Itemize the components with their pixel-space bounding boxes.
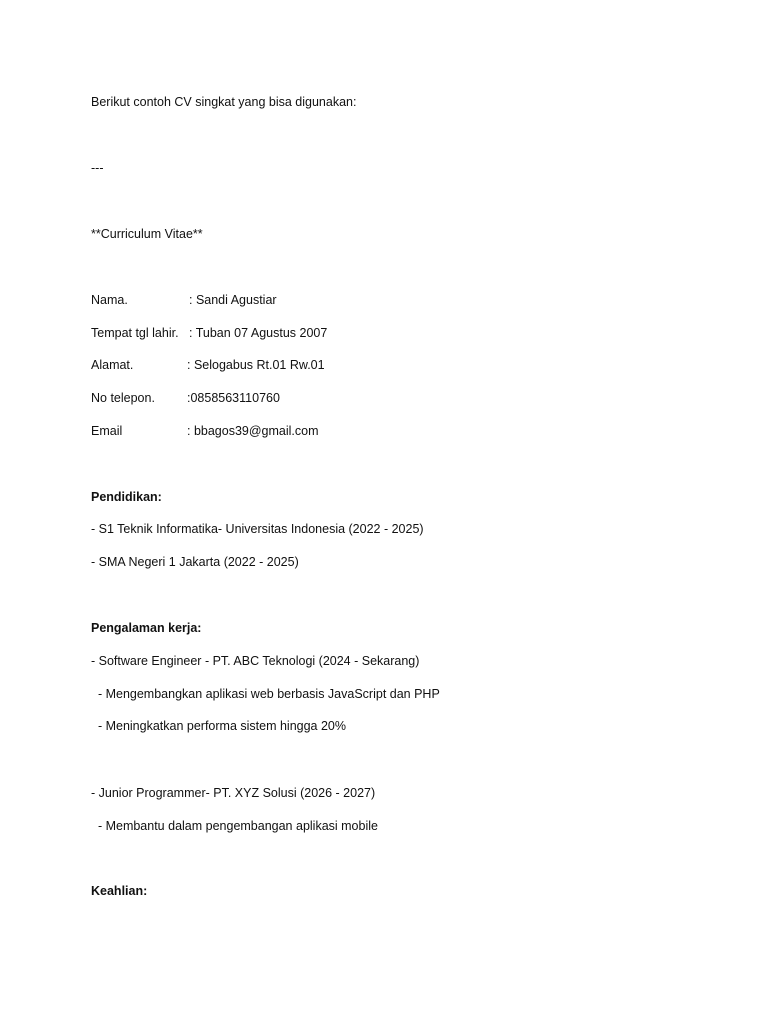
job-title: - Junior Programmer- PT. XYZ Solusi (2026 - 2027) bbox=[91, 786, 376, 800]
job-title: - Software Engineer - PT. ABC Teknologi (2024 - Sekarang) bbox=[91, 654, 420, 668]
intro-text: Berikut contoh CV singkat yang bisa digunakan: bbox=[91, 95, 357, 109]
phone-value: :0858563110760 bbox=[187, 391, 280, 405]
email-label: Email bbox=[91, 424, 123, 438]
birth-label: Tempat tgl lahir. bbox=[91, 326, 179, 340]
skills-heading: Keahlian: bbox=[91, 884, 148, 898]
job-point: - Meningkatkan performa sistem hingga 20% bbox=[91, 719, 346, 733]
name-value: : Sandi Agustiar bbox=[189, 293, 277, 307]
education-heading: Pendidikan: bbox=[91, 490, 162, 504]
cv-title: **Curriculum Vitae** bbox=[91, 227, 203, 241]
address-label: Alamat. bbox=[91, 358, 134, 372]
job-point: - Membantu dalam pengembangan aplikasi mobile bbox=[91, 819, 378, 833]
education-item: - SMA Negeri 1 Jakarta (2022 - 2025) bbox=[91, 555, 299, 569]
experience-heading: Pengalaman kerja: bbox=[91, 621, 202, 635]
email-value: : bbagos39@gmail.com bbox=[187, 424, 319, 438]
phone-label: No telepon. bbox=[91, 391, 155, 405]
separator: --- bbox=[91, 161, 104, 175]
address-value: : Selogabus Rt.01 Rw.01 bbox=[187, 358, 325, 372]
birth-value: : Tuban 07 Agustus 2007 bbox=[189, 326, 328, 340]
name-label: Nama. bbox=[91, 293, 128, 307]
education-item: - S1 Teknik Informatika- Universitas Indonesia (2022 - 2025) bbox=[91, 522, 424, 536]
job-point: - Mengembangkan aplikasi web berbasis JavaScript dan PHP bbox=[91, 687, 440, 701]
